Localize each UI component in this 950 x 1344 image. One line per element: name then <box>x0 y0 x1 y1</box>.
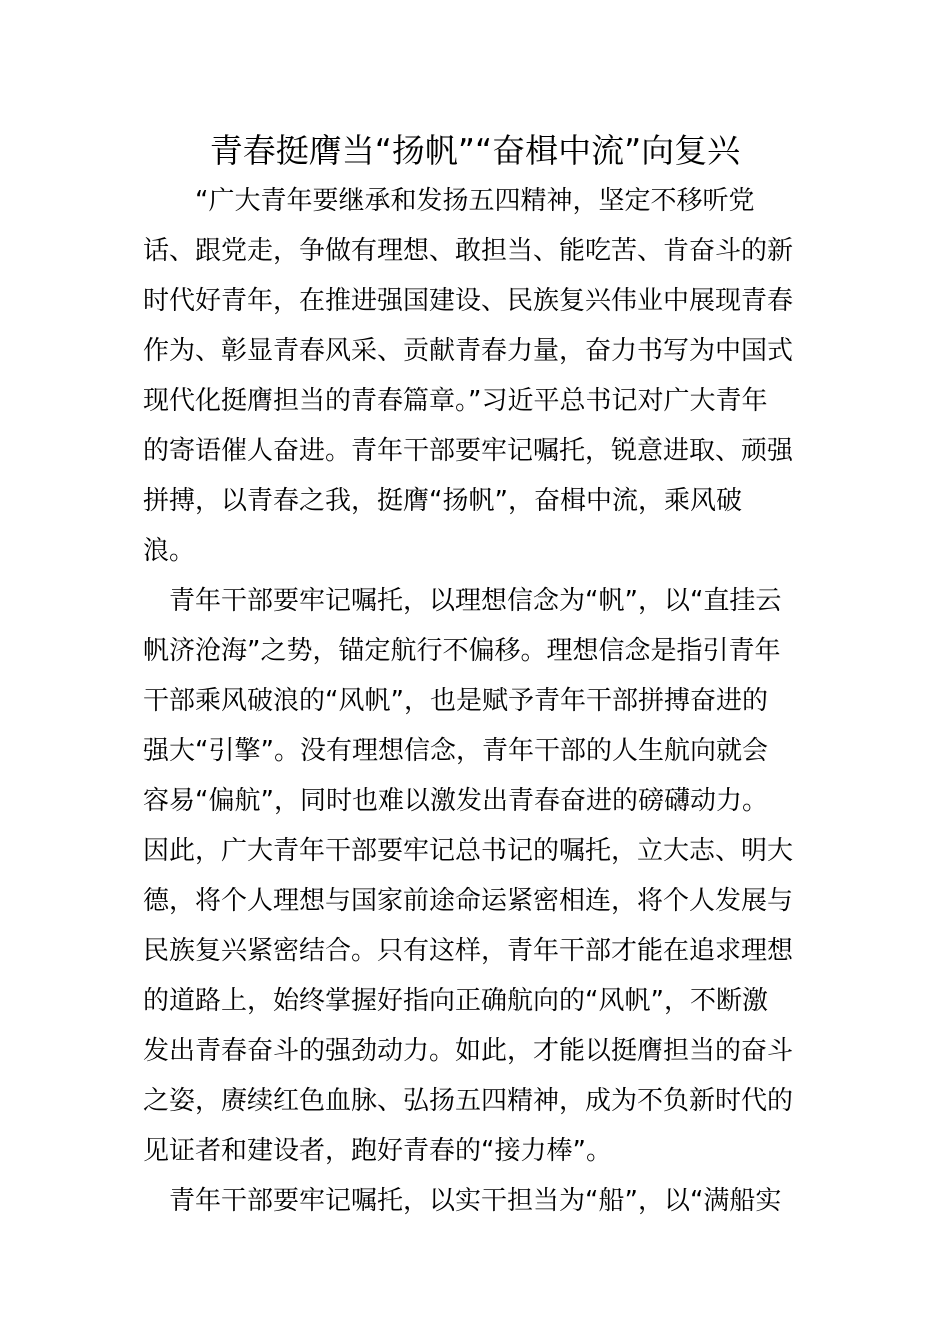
text-line: 话、跟党走，争做有理想、敢担当、能吃苦、肯奋斗的新 <box>143 236 794 266</box>
text-line: 的寄语催人奋进。青年干部要牢记嘱托，锐意进取、顽强 <box>143 436 794 466</box>
text-line: 容易“偏航”，同时也难以激发出青春奋进的磅礴动力。 <box>143 786 768 816</box>
paragraph-2 <box>143 576 815 1176</box>
text-line: 帆济沧海”之势，锚定航行不偏移。理想信念是指引青年 <box>143 636 781 666</box>
paragraph-1 <box>143 176 815 576</box>
text-line: “广大青年要继承和发扬五四精神，坚定不移听党 <box>195 186 755 216</box>
document-title: 青春挺膺当“扬帆”“奋楫中流”向复兴 <box>209 131 741 170</box>
paragraph-3 <box>143 1176 815 1226</box>
text-line: 见证者和建设者，跑好青春的“接力棒”。 <box>143 1136 612 1166</box>
text-line: 干部乘风破浪的“风帆”，也是赋予青年干部拼搏奋进的 <box>143 686 768 716</box>
document-body <box>143 176 815 1226</box>
text-line: 拼搏，以青春之我，挺膺“扬帆”，奋楫中流，乘风破 <box>143 486 742 516</box>
text-line: 之姿，赓续红色血脉、弘扬五四精神，成为不负新时代的 <box>143 1086 794 1116</box>
text-line: 时代好青年，在推进强国建设、民族复兴伟业中展现青春 <box>143 286 794 316</box>
text-line: 青年干部要牢记嘱托，以实干担当为“船”，以“满船实 <box>169 1186 782 1216</box>
text-line: 现代化挺膺担当的青春篇章。”习近平总书记对广大青年 <box>143 386 768 416</box>
text-line: 因此，广大青年干部要牢记总书记的嘱托，立大志、明大 <box>143 836 794 866</box>
text-line: 浪。 <box>143 536 196 566</box>
text-line: 作为、彰显青春风采、贡献青春力量，奋力书写为中国式 <box>143 336 794 366</box>
text-line: 发出青春奋斗的强劲动力。如此，才能以挺膺担当的奋斗 <box>143 1036 794 1066</box>
text-line: 德，将个人理想与国家前途命运紧密相连，将个人发展与 <box>143 886 794 916</box>
text-line: 青年干部要牢记嘱托，以理想信念为“帆”，以“直挂云 <box>169 586 782 616</box>
text-line: 的道路上，始终掌握好指向正确航向的“风帆”，不断激 <box>143 986 768 1016</box>
text-line: 强大“引擎”。没有理想信念，青年干部的人生航向就会 <box>143 736 768 766</box>
text-line: 民族复兴紧密结合。只有这样，青年干部才能在追求理想 <box>143 936 794 966</box>
